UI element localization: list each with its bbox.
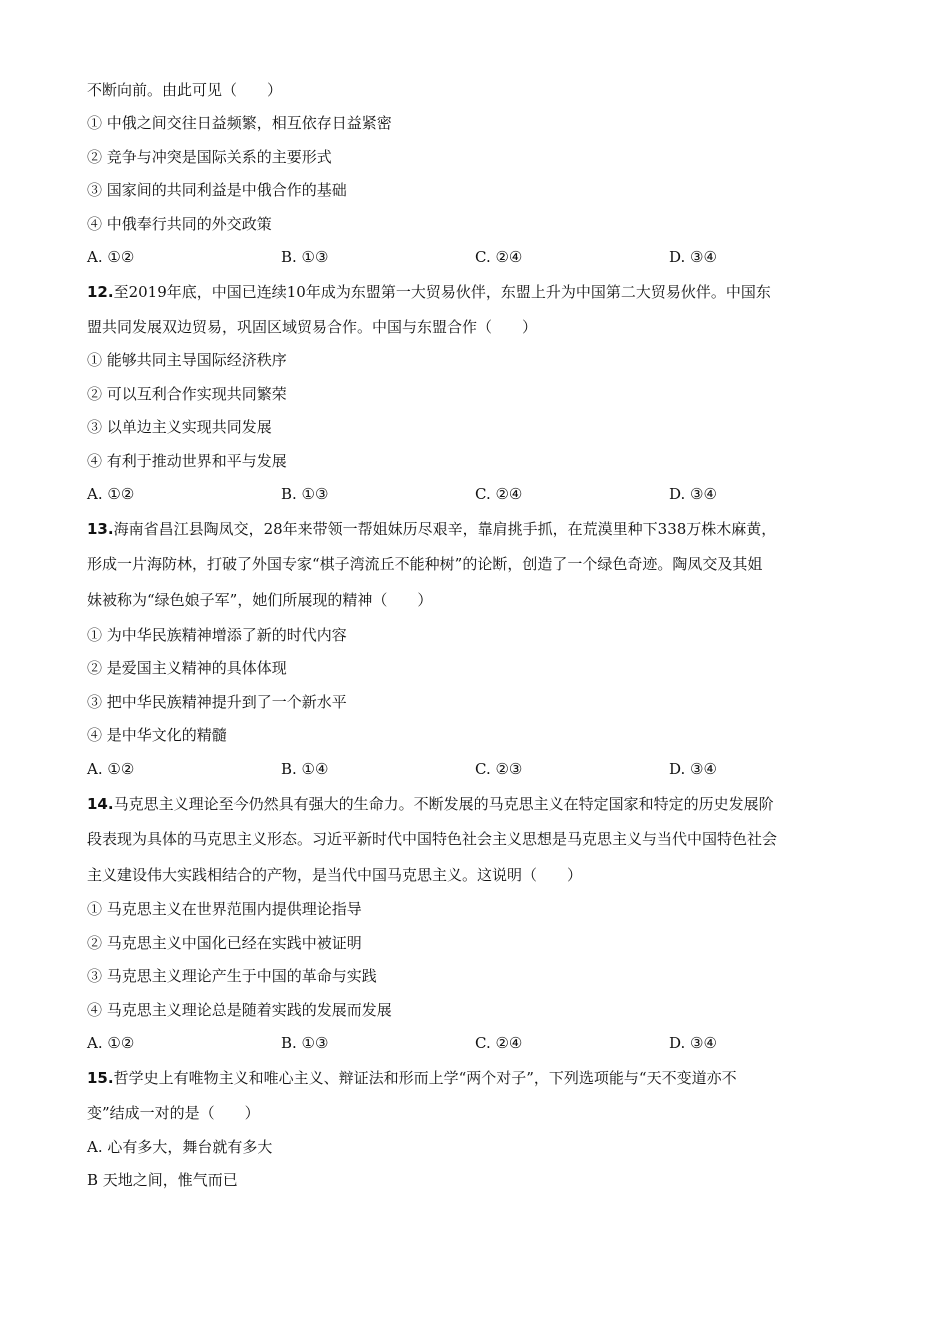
q14-option-b: B. ①③ xyxy=(281,1034,329,1052)
q11-item-2: ② 竞争与冲突是国际关系的主要形式 xyxy=(87,148,332,166)
q13-stem-line-3: 妹被称为“绿色娘子军”，她们所展现的精神（ ） xyxy=(87,591,433,609)
q13-stem-line-1 xyxy=(87,519,776,539)
q13-stem-1: 海南省昌江县陶凤交，28年来带领一帮姐妹历尽艰辛，靠肩挑手抓，在荒漠里种下338万株木麻黄， xyxy=(113,520,777,538)
q13-stem-line-2: 形成一片海防林，打破了外国专家“棋子湾流丘不能种树”的论断，创造了一个绿色奇迹。陶凤交及其姐 xyxy=(87,555,763,573)
q12-item-2: ② 可以互利合作实现共同繁荣 xyxy=(87,385,287,403)
q13-item-3: ③ 把中华民族精神提升到了一个新水平 xyxy=(87,693,347,711)
q12-option-d: D. ③④ xyxy=(669,485,717,503)
q14-item-1: ① 马克思主义在世界范围内提供理论指导 xyxy=(87,900,362,918)
q11-option-a: A. ①② xyxy=(87,248,135,266)
q13-item-1: ① 为中华民族精神增添了新的时代内容 xyxy=(87,626,347,644)
q14-stem-line-1 xyxy=(87,794,774,814)
q15-stem-line-1 xyxy=(87,1068,737,1088)
q12-item-1: ① 能够共同主导国际经济秩序 xyxy=(87,351,287,369)
q12-item-3: ③ 以单边主义实现共同发展 xyxy=(87,418,272,436)
q15-stem-line-2: 变”结成一对的是（ ） xyxy=(87,1104,260,1122)
q15-option-b: B 天地之间，惟气而已 xyxy=(87,1171,238,1189)
q15-number: 15. xyxy=(87,1069,114,1087)
q11-stem-tail: 不断向前。由此可见（ ） xyxy=(87,81,283,99)
q12-stem-line-1 xyxy=(87,282,771,302)
q11-option-d: D. ③④ xyxy=(669,248,717,266)
q14-item-2: ② 马克思主义中国化已经在实践中被证明 xyxy=(87,934,362,952)
q13-option-b: B. ①④ xyxy=(281,760,329,778)
q13-item-4: ④ 是中华文化的精髓 xyxy=(87,726,227,744)
q14-number: 14. xyxy=(87,795,114,813)
q12-stem-line-2: 盟共同发展双边贸易，巩固区域贸易合作。中国与东盟合作（ ） xyxy=(87,318,538,336)
q13-option-a: A. ①② xyxy=(87,760,135,778)
q12-stem-1: 至2019年底，中国已连续10年成为东盟第一大贸易伙伴，东盟上升为中国第二大贸易伙伴。中国东 xyxy=(113,283,771,301)
q13-option-d: D. ③④ xyxy=(669,760,717,778)
q14-item-3: ③ 马克思主义理论产生于中国的革命与实践 xyxy=(87,967,377,985)
q11-item-4: ④ 中俄奉行共同的外交政策 xyxy=(87,215,272,233)
q12-option-a: A. ①② xyxy=(87,485,135,503)
q14-option-d: D. ③④ xyxy=(669,1034,717,1052)
q14-option-c: C. ②④ xyxy=(475,1034,523,1052)
q14-option-a: A. ①② xyxy=(87,1034,135,1052)
q13-option-c: C. ②③ xyxy=(475,760,523,778)
q11-option-b: B. ①③ xyxy=(281,248,329,266)
q14-stem-line-2: 段表现为具体的马克思主义形态。习近平新时代中国特色社会主义思想是马克思主义与当代中国特色社会 xyxy=(87,830,778,848)
q12-item-4: ④ 有利于推动世界和平与发展 xyxy=(87,452,287,470)
q11-item-3: ③ 国家间的共同利益是中俄合作的基础 xyxy=(87,181,347,199)
q12-number: 12. xyxy=(87,283,114,301)
q15-stem-1: 哲学史上有唯物主义和唯心主义、辩证法和形而上学“两个对子”，下列选项能与“天不变道亦不 xyxy=(113,1069,737,1087)
q12-option-b: B. ①③ xyxy=(281,485,329,503)
q14-item-4: ④ 马克思主义理论总是随着实践的发展而发展 xyxy=(87,1001,392,1019)
q14-stem-line-3: 主义建设伟大实践相结合的产物，是当代中国马克思主义。这说明（ ） xyxy=(87,866,583,884)
q14-stem-1: 马克思主义理论至今仍然具有强大的生命力。不断发展的马克思主义在特定国家和特定的历史发展阶 xyxy=(113,795,774,813)
q13-number: 13. xyxy=(87,520,114,538)
q12-option-c: C. ②④ xyxy=(475,485,523,503)
q13-item-2: ② 是爱国主义精神的具体体现 xyxy=(87,659,287,677)
q15-option-a: A. 心有多大，舞台就有多大 xyxy=(87,1138,273,1156)
q11-option-c: C. ②④ xyxy=(475,248,523,266)
q11-item-1: ① 中俄之间交往日益频繁，相互依存日益紧密 xyxy=(87,114,392,132)
